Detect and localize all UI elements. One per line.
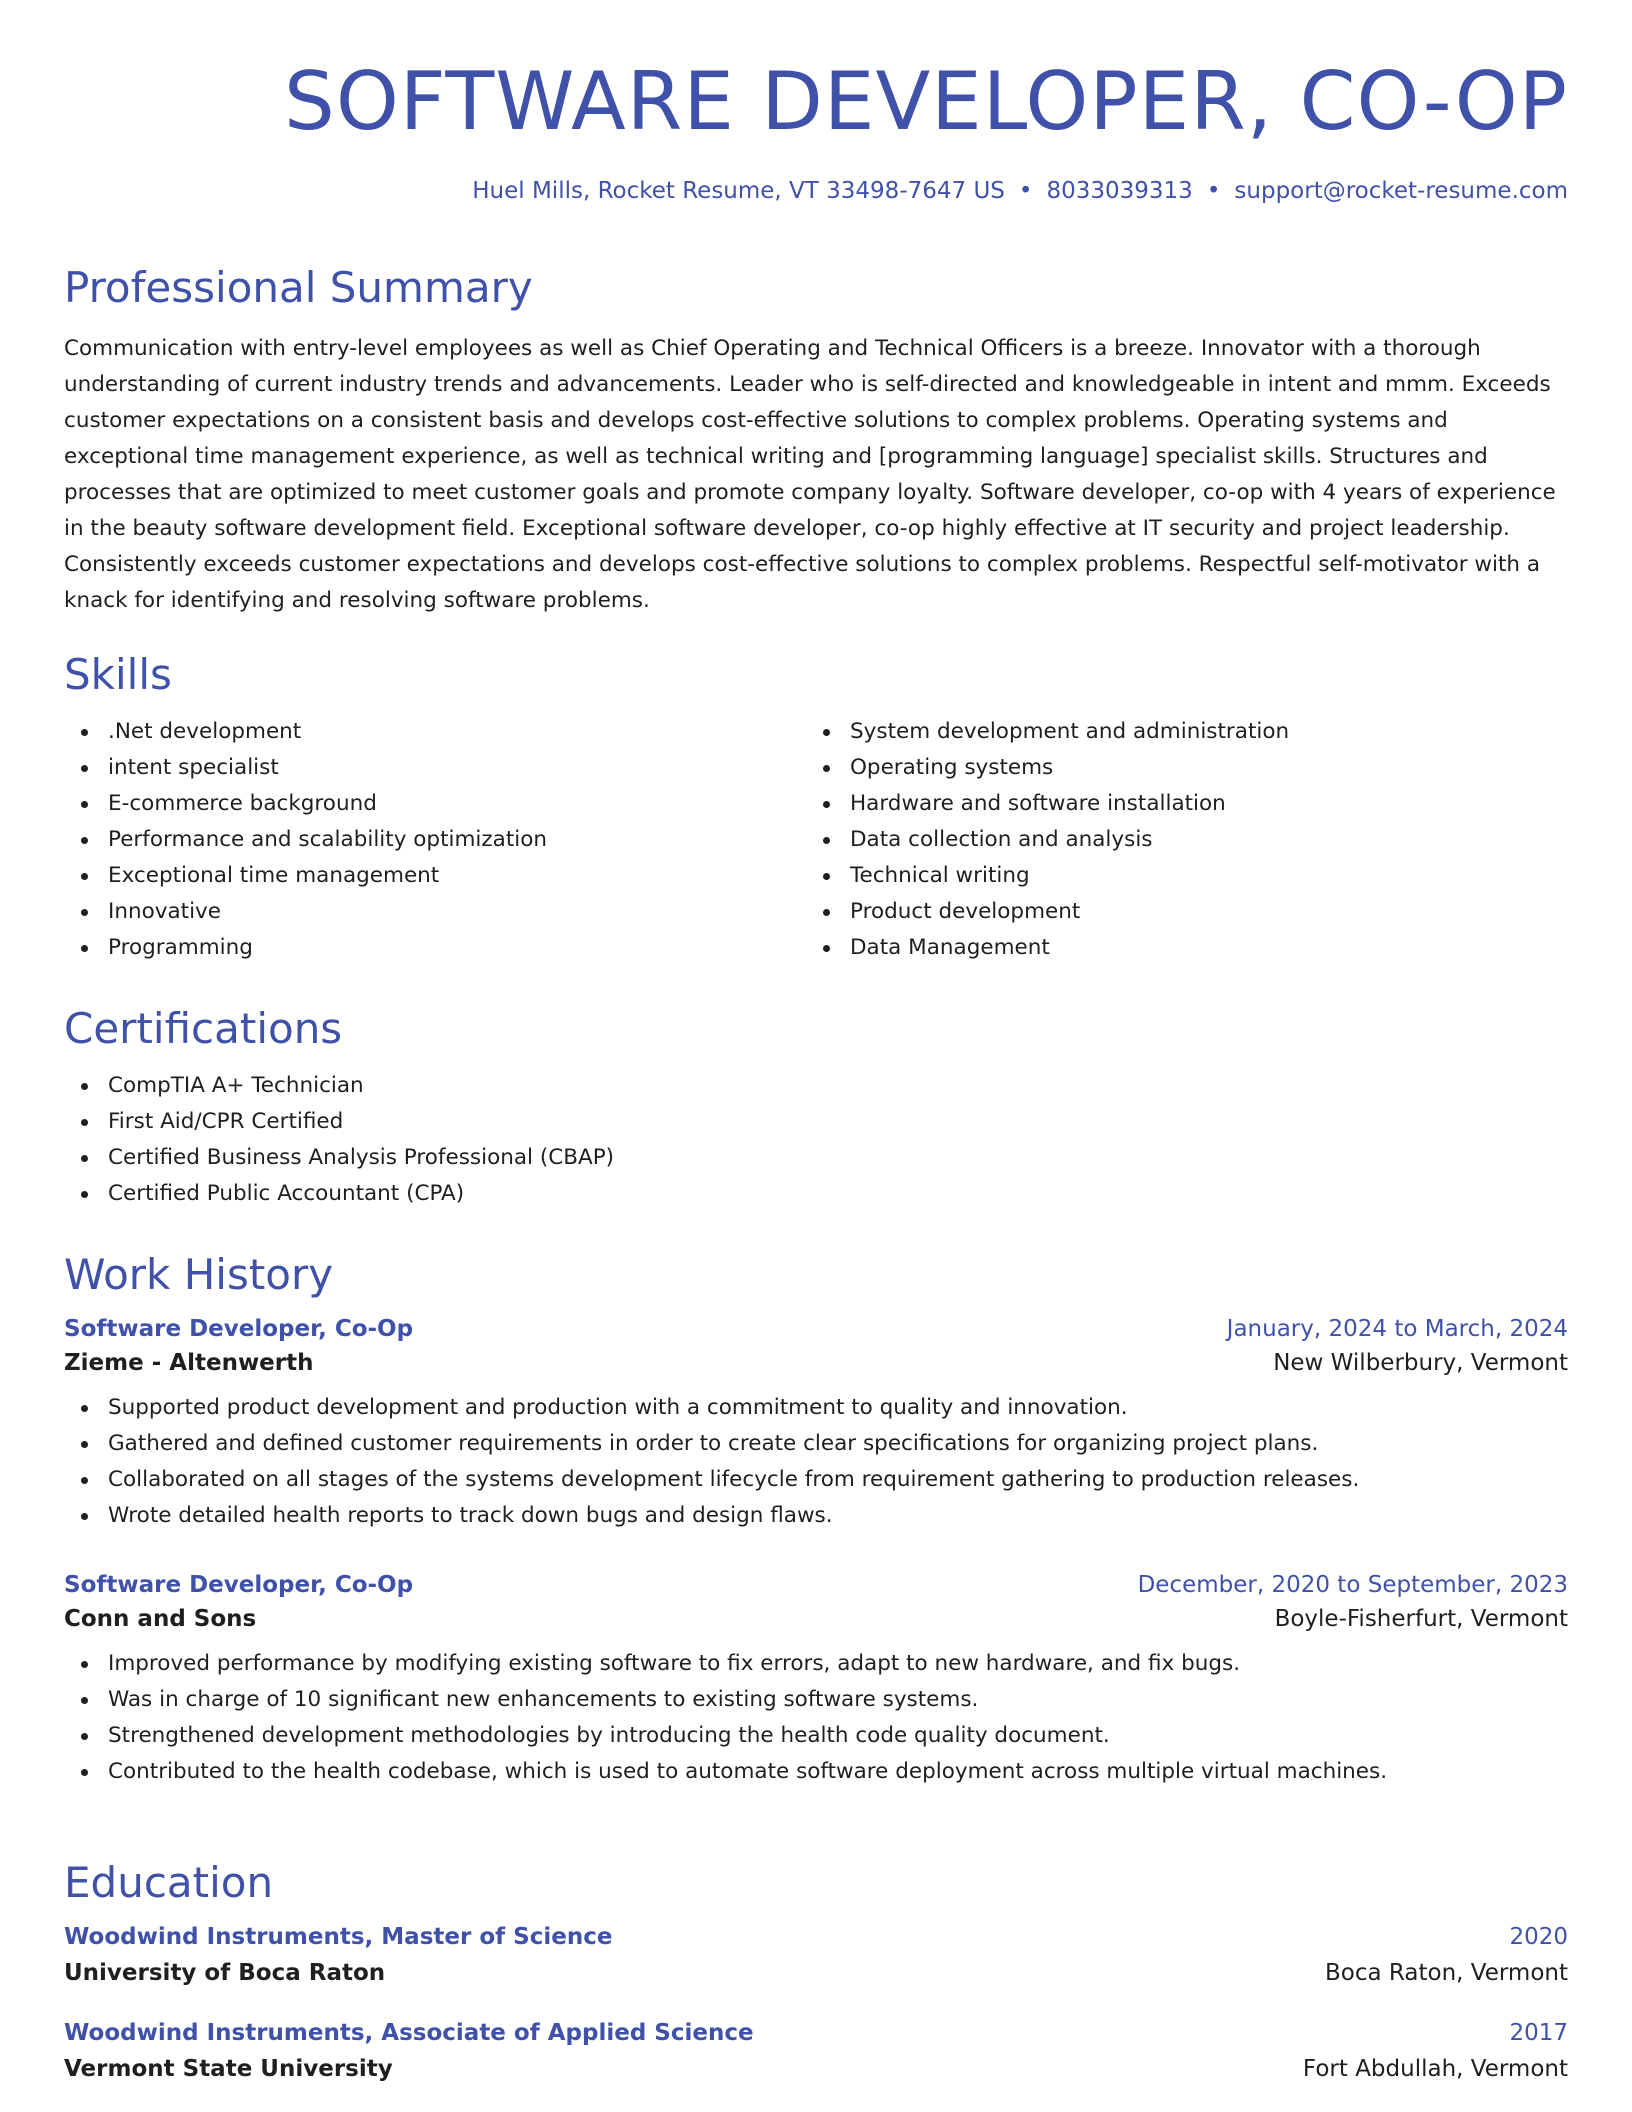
education-entry xyxy=(64,2020,1568,2082)
job-title-row xyxy=(64,1316,1568,1342)
job-company: Zieme - Altenwerth xyxy=(64,1350,314,1377)
job-dates: December, 2020 to September, 2023 xyxy=(1137,1572,1568,1599)
job-bullet: Was in charge of 10 significant new enhancements to existing software systems. xyxy=(64,1682,1568,1718)
summary-text: Communication with entry-level employees as well as Chief Operating and Technical Officers is a breeze. Innovator with a thorough understanding of current industry trends and advancements. Leader who is self-directed and knowledgeable in intent and mmm. Exceeds customer expectations on a consistent basis and develops cost-effective solutions to complex problems. Operating systems and exceptional time management experience, as well as technical writing and [programming language] specialist skills. Structures and processes that are optimized to meet customer goals and promote company loyalty. Software developer, co-op with 4 years of experience in the beauty software development field. Exceptional software developer, co-op highly effective at IT security and project leadership. Consistently exceeds customer expectations and develops cost-effective solutions to complex problems. Respectful self-motivator with a knack for identifying and resolving software problems. xyxy=(64,336,1556,614)
certification-item: CompTIA A+ Technician xyxy=(64,1068,1568,1104)
skill-item: Innovative xyxy=(64,894,806,930)
education-degree: Woodwind Instruments, Associate of Applied Science xyxy=(64,2020,754,2047)
resume-title: SOFTWARE DEVELOPER, CO-OP xyxy=(284,55,1568,148)
job-bullet: Contributed to the health codebase, which is used to automate software deployment across multiple virtual machines. xyxy=(64,1754,1568,1790)
education-degree-row xyxy=(64,1924,1568,1950)
skill-item: Product development xyxy=(806,894,1548,930)
skills-section xyxy=(64,650,1568,966)
job-bullet: Wrote detailed health reports to track down bugs and design flaws. xyxy=(64,1498,1568,1534)
skills-list-right xyxy=(806,714,1548,966)
section-heading-education: Education xyxy=(64,1858,274,1907)
contact-separator: • xyxy=(1018,178,1033,204)
job-bullet: Supported product development and production with a commitment to quality and innovation. xyxy=(64,1390,1568,1426)
job-dates: January, 2024 to March, 2024 xyxy=(1226,1316,1568,1343)
skill-item: Operating systems xyxy=(806,750,1548,786)
resume-page xyxy=(64,0,1568,2083)
work-history-section xyxy=(64,1250,1568,1790)
section-heading-summary: Professional Summary xyxy=(64,263,533,312)
contact-email[interactable]: support@rocket-resume.com xyxy=(1234,178,1568,204)
education-degree: Woodwind Instruments, Master of Science xyxy=(64,1924,613,1951)
skill-item: Programming xyxy=(64,930,806,966)
skill-item: E-commerce background xyxy=(64,786,806,822)
education-section xyxy=(64,1858,1568,2082)
contact-phone: 8033039313 xyxy=(1046,178,1193,204)
skill-item: Technical writing xyxy=(806,858,1548,894)
skills-column-left xyxy=(64,714,806,966)
skill-item: Performance and scalability optimization xyxy=(64,822,806,858)
section-heading-work-history: Work History xyxy=(64,1250,334,1299)
job-bullet: Improved performance by modifying existing software to fix errors, adapt to new hardware, and fix bugs. xyxy=(64,1646,1568,1682)
job-entry xyxy=(64,1572,1568,1790)
section-heading-skills: Skills xyxy=(64,650,172,699)
education-entry xyxy=(64,1924,1568,1986)
job-bullet: Collaborated on all stages of the systems development lifecycle from requirement gathering to production releases. xyxy=(64,1462,1568,1498)
job-bullets xyxy=(64,1646,1568,1790)
job-title: Software Developer, Co-Op xyxy=(64,1316,414,1343)
skills-grid xyxy=(64,714,1568,966)
education-year: 2020 xyxy=(1509,1924,1568,1951)
education-degree-row xyxy=(64,2020,1568,2046)
skill-item: Data collection and analysis xyxy=(806,822,1548,858)
skill-item: intent specialist xyxy=(64,750,806,786)
skill-item: Exceptional time management xyxy=(64,858,806,894)
job-bullets xyxy=(64,1390,1568,1534)
certification-item: First Aid/CPR Certified xyxy=(64,1104,1568,1140)
job-location: New Wilberbury, Vermont xyxy=(1273,1350,1568,1377)
skills-list-left xyxy=(64,714,806,966)
job-company-row xyxy=(64,1606,1568,1632)
job-company-row xyxy=(64,1350,1568,1376)
certifications-section xyxy=(64,1004,1568,1212)
contact-line xyxy=(64,178,1568,206)
education-school-row xyxy=(64,2056,1568,2082)
certification-item: Certified Business Analysis Professional (CBAP) xyxy=(64,1140,1568,1176)
education-school: University of Boca Raton xyxy=(64,1960,386,1987)
skill-item: .Net development xyxy=(64,714,806,750)
skill-item: System development and administration xyxy=(806,714,1548,750)
job-location: Boyle-Fisherfurt, Vermont xyxy=(1274,1606,1568,1633)
contact-separator: • xyxy=(1206,178,1221,204)
section-heading-certifications: Certifications xyxy=(64,1004,343,1053)
job-bullet: Strengthened development methodologies by introducing the health code quality document. xyxy=(64,1718,1568,1754)
certifications-list xyxy=(64,1068,1568,1212)
job-title-row xyxy=(64,1572,1568,1598)
skills-column-right xyxy=(806,714,1548,966)
job-bullet: Gathered and defined customer requirements in order to create clear specifications for organizing project plans. xyxy=(64,1426,1568,1462)
job-title: Software Developer, Co-Op xyxy=(64,1572,414,1599)
education-school-row xyxy=(64,1960,1568,1986)
education-location: Fort Abdullah, Vermont xyxy=(1302,2056,1568,2083)
skill-item: Hardware and software installation xyxy=(806,786,1548,822)
education-school: Vermont State University xyxy=(64,2056,393,2083)
job-entry xyxy=(64,1316,1568,1534)
certification-item: Certified Public Accountant (CPA) xyxy=(64,1176,1568,1212)
skill-item: Data Management xyxy=(806,930,1548,966)
job-company: Conn and Sons xyxy=(64,1606,257,1633)
contact-address: Huel Mills, Rocket Resume, VT 33498-7647 US xyxy=(472,178,1005,204)
summary-section xyxy=(64,263,1568,619)
education-year: 2017 xyxy=(1509,2020,1568,2047)
education-location: Boca Raton, Vermont xyxy=(1325,1960,1568,1987)
